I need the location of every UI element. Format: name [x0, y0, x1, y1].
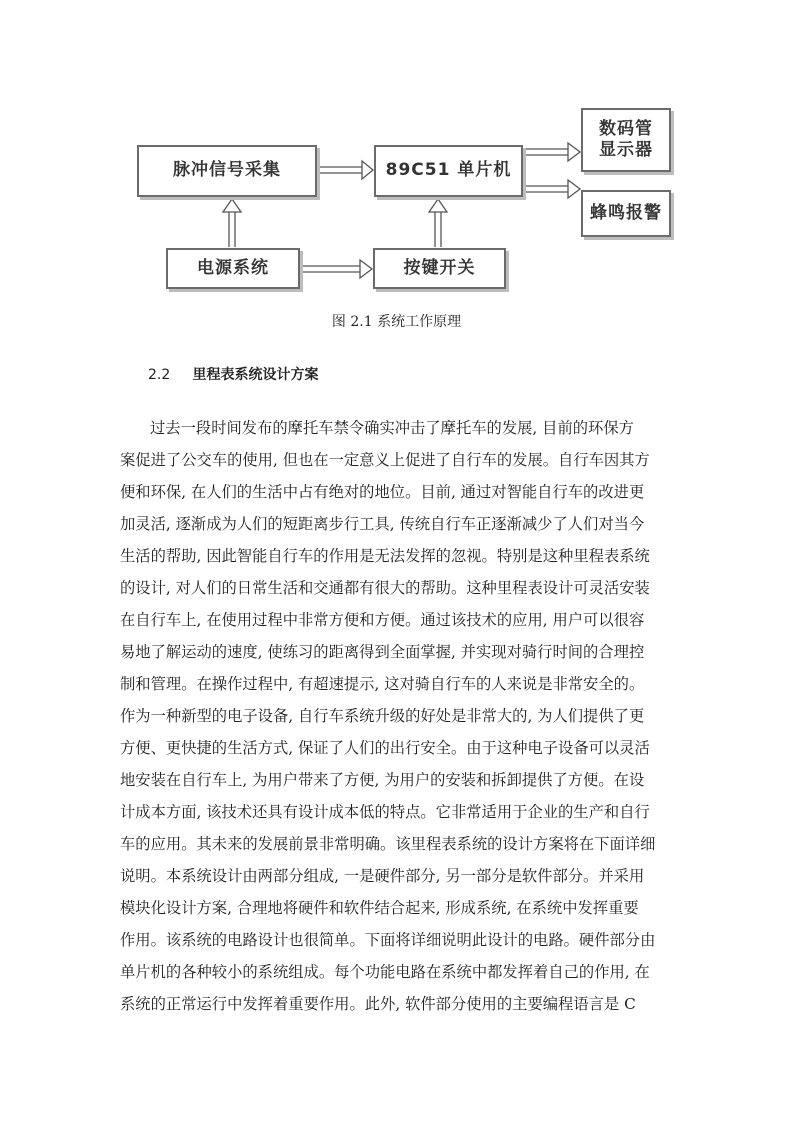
paragraph-line: 作用。该系统的电路设计也很简单。下面将详细说明此设计的电路。硬件部分由	[120, 931, 656, 949]
paragraph-line: 方便、更快捷的生活方式, 保证了人们的出行安全。由于这种电子设备可以灵活	[120, 739, 650, 757]
paragraph-line: 易地了解运动的速度, 使练习的距离得到全面掌握, 并实现对骑行时间的合理控	[120, 643, 645, 661]
box-mcu-label: 89C51 单片机	[385, 160, 512, 181]
paragraph-line: 地安装在自行车上, 为用户带来了方便, 为用户的安装和拆卸提供了方便。在设	[120, 771, 645, 789]
paragraph-line: 在自行车上, 在使用过程中非常方便和方便。通过该技术的应用, 用户可以很容	[120, 611, 645, 629]
paragraph-line: 作为一种新型的电子设备, 自行车系统升级的好处是非常大的, 为人们提供了更	[120, 707, 645, 725]
arrow-power-to-pulse	[223, 199, 241, 247]
box-pulse-label: 脉冲信号采集	[173, 160, 281, 181]
arrow-keys-to-mcu	[429, 199, 447, 247]
paragraph-line: 计成本方面, 该技术还具有设计成本低的特点。它非常适用于企业的生产和自行	[120, 803, 650, 821]
section-title: 里程表系统设计方案	[192, 367, 319, 383]
box-display-label-line1: 数码管	[599, 118, 653, 139]
box-mcu	[374, 145, 523, 197]
system-block-diagram	[128, 104, 688, 304]
box-led-display	[581, 108, 671, 172]
box-keys-label: 按键开关	[403, 257, 476, 278]
paragraph-line: 加灵活, 逐渐成为人们的短距离步行工具, 传统自行车正逐渐减少了人们对当今	[120, 515, 645, 533]
paragraph-line: 过去一段时间发布的摩托车禁令确实冲击了摩托车的发展, 目前的环保方	[150, 419, 634, 437]
box-buzzer-alarm	[581, 190, 671, 237]
paragraph-line: 模块化设计方案, 合理地将硬件和软件结合起来, 形成系统, 在系统中发挥重要	[120, 899, 639, 917]
paragraph-line: 生活的帮助, 因此智能自行车的作用是无法发挥的忽视。特别是这种里程表系统	[120, 547, 650, 565]
paragraph-line: 制和管理。在操作过程中, 有超速提示, 这对骑自行车的人来说是非常安全的。	[120, 675, 645, 693]
paragraph-line: 的设计, 对人们的日常生活和交通都有很大的帮助。这种里程表设计可灵活安装	[120, 579, 650, 597]
paragraph-line: 便和环保, 在人们的生活中占有绝对的地位。目前, 通过对智能自行车的改进更	[120, 483, 645, 501]
section-heading	[148, 364, 318, 384]
paragraph-line: 案促进了公交车的使用, 但也在一定意义上促进了自行车的发展。自行车因其方	[120, 451, 650, 469]
arrow-mcu-to-display	[524, 143, 580, 161]
box-power-label: 电源系统	[197, 257, 269, 278]
arrow-pulse-to-mcu	[319, 161, 373, 179]
paragraph-line: 车的应用。其未来的发展前景非常明确。该里程表系统的设计方案将在下面详细	[120, 835, 656, 853]
box-power-system	[166, 248, 300, 289]
box-display-label-line2: 显示器	[599, 140, 653, 160]
box-buzzer-label: 蜂鸣报警	[590, 202, 662, 223]
paragraph-line: 说明。本系统设计由两部分组成, 一是硬件部分, 另一部分是软件部分。并采用	[120, 867, 645, 885]
box-pulse-signal-acquisition	[137, 145, 317, 197]
section-number: 2.2	[148, 367, 171, 383]
arrow-mcu-to-buzzer	[524, 180, 580, 198]
paragraph-line: 单片机的各种较小的系统组成。每个功能电路在系统中都发挥着自己的作用, 在	[120, 963, 650, 981]
arrow-power-to-keys	[301, 260, 372, 278]
body-paragraph	[120, 412, 680, 1020]
figure-caption: 图 2.1 系统工作原理	[331, 314, 462, 330]
paragraph-line: 系统的正常运行中发挥着重要作用。此外, 软件部分使用的主要编程语言是 C	[120, 995, 636, 1013]
box-key-switch	[373, 248, 506, 289]
